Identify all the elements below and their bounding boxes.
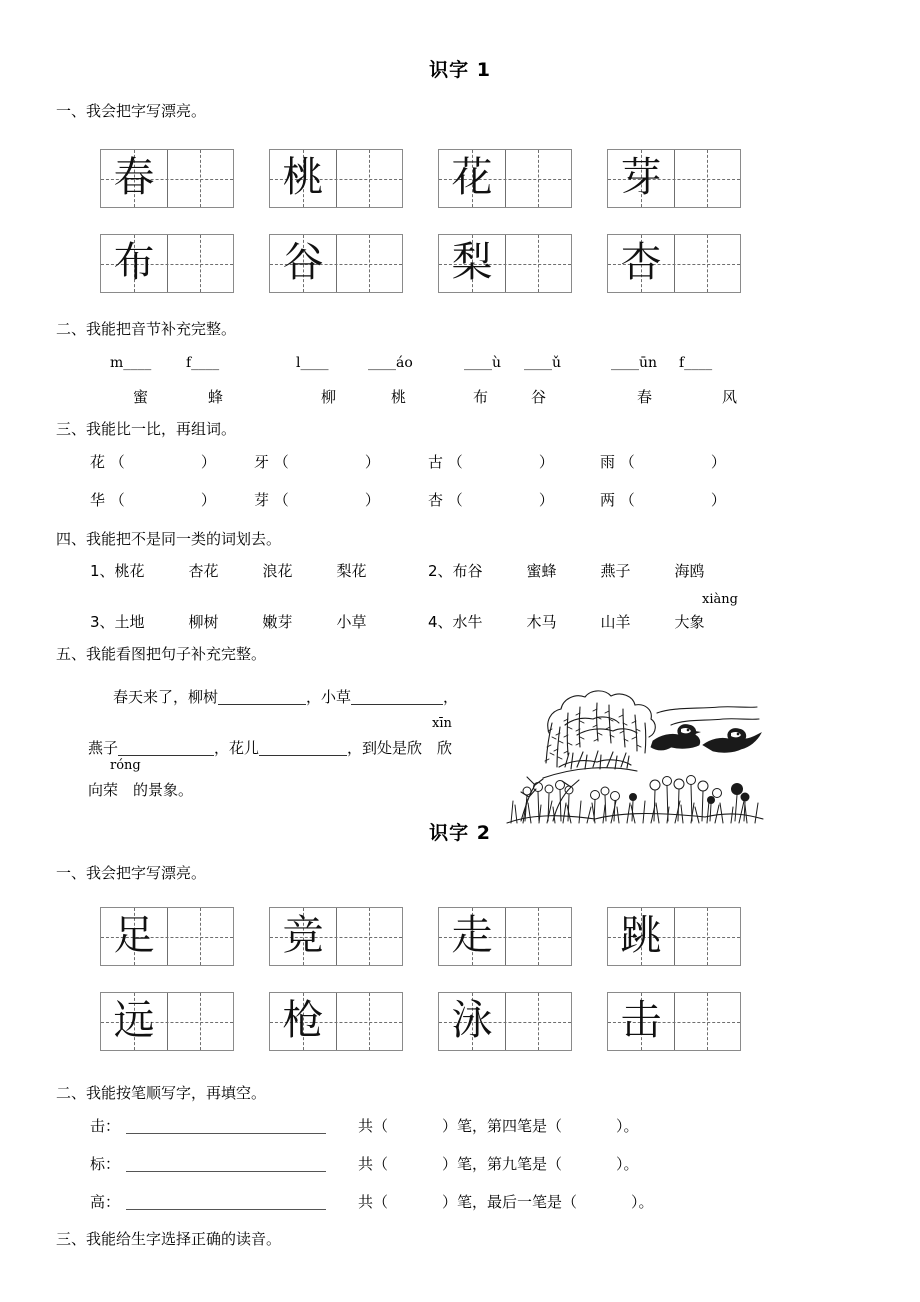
compare-character: 牙 [254,453,270,471]
stroke-count-label: 共（ [358,1155,389,1173]
word-option[interactable]: 海鸥 [674,562,705,580]
sentence-text: 向荣 的景象。 [88,781,194,799]
writing-cell[interactable] [100,234,234,293]
stroke-question-label: ）笔，最后一笔是（ [442,1193,578,1211]
model-character: 远 [113,996,155,1044]
model-character: 走 [451,911,493,959]
section1-exercise5-heading: 五、我能看图把句子补充完整。 [56,645,267,663]
writing-cell[interactable] [438,234,572,293]
bracket-close: ） [710,453,726,471]
pinyin-blank[interactable]: ____ù [464,355,502,371]
compare-item[interactable] [254,451,380,472]
model-character: 枪 [282,996,324,1044]
sentence-text: ，花儿 [214,739,260,757]
sentence-text: ，小草 [306,688,352,706]
compare-item[interactable] [600,489,726,510]
bracket-close: ） [538,491,554,509]
sentence-text: 燕子 [88,739,119,757]
section-title-1: 识字 1 [429,59,491,81]
stroke-order-character: 标： [90,1155,121,1173]
group-number: 4、 [428,613,453,631]
pinyin-target-character: 蜂 [208,388,224,406]
compare-item[interactable] [428,489,554,510]
word-option[interactable]: 大象 [674,613,705,631]
bracket-open: （ [447,491,463,509]
stroke-order-character: 击： [90,1117,121,1135]
writing-cell[interactable] [269,907,403,966]
word-option[interactable]: 山羊 [600,613,631,631]
cell-divider [505,908,506,965]
stroke-order-row[interactable] [90,1191,654,1212]
word-option[interactable]: 蜜蜂 [526,562,557,580]
model-character: 谷 [282,238,324,286]
section1-exercise4-heading: 四、我能把不是同一类的词划去。 [56,530,282,548]
answer-blank[interactable] [351,689,443,705]
stroke-question-label: ）笔，第九笔是（ [442,1155,563,1173]
stroke-count-label: 共（ [358,1193,389,1211]
fill-sentence-line-3 [88,779,193,800]
pinyin-blank[interactable]: f____ [679,355,713,371]
model-character: 芽 [620,153,662,201]
pinyin-target-character: 柳 [321,388,337,406]
compare-character: 古 [428,453,444,471]
writing-cell[interactable] [607,907,741,966]
bracket-close: ） [710,491,726,509]
pinyin-annotation-rong: róng [110,758,141,773]
sentence-text: 春天来了，柳树 [113,688,219,706]
model-character: 春 [113,153,155,201]
cell-divider [505,235,506,292]
word-option[interactable]: 木马 [526,613,557,631]
answer-blank[interactable] [118,740,214,756]
bracket-open: （ [619,453,635,471]
word-option[interactable]: 梨花 [336,562,367,580]
stroke-order-row[interactable] [90,1115,639,1136]
writing-cell[interactable] [438,149,572,208]
writing-cell[interactable] [269,234,403,293]
word-option[interactable]: 布谷 [452,562,483,580]
model-character: 跳 [620,911,662,959]
cell-divider [167,235,168,292]
cell-divider [336,908,337,965]
stroke-order-blank[interactable] [126,1194,326,1210]
pinyin-target-character: 布 [473,388,489,406]
word-option[interactable]: 燕子 [600,562,631,580]
compare-item[interactable] [428,451,554,472]
cell-divider [674,908,675,965]
pinyin-blank[interactable]: l____ [296,355,329,371]
group-number: 1、 [90,562,115,580]
odd-one-out-group[interactable] [90,560,411,581]
cell-divider [674,993,675,1050]
bracket-close: ） [538,453,554,471]
cell-divider [674,150,675,207]
word-option[interactable]: 土地 [114,613,145,631]
group-number: 3、 [90,613,115,631]
compare-character: 花 [90,453,106,471]
compare-character: 两 [600,491,616,509]
stroke-order-blank[interactable] [126,1118,326,1134]
word-option[interactable]: 柳树 [188,613,219,631]
stroke-row-end: ）。 [631,1193,654,1211]
word-option[interactable]: 杏花 [188,562,219,580]
bracket-close: ） [364,453,380,471]
writing-cell[interactable] [269,992,403,1051]
cell-divider [336,235,337,292]
sentence-text: ， [443,688,459,706]
pinyin-annotation-xiang: xiàng [702,592,738,607]
swallow-right [703,729,761,753]
pinyin-target-character: 春 [637,388,653,406]
section-title-2: 识字 2 [429,822,491,844]
compare-character: 芽 [254,491,270,509]
fill-sentence-line-2[interactable] [88,737,452,758]
cell-divider [505,150,506,207]
bracket-open: （ [273,491,289,509]
group-number: 2、 [428,562,453,580]
pinyin-target-character: 谷 [531,388,547,406]
stroke-question-label: ）笔，第四笔是（ [442,1117,563,1135]
model-character: 杏 [620,238,662,286]
word-option[interactable]: 桃花 [114,562,145,580]
model-character: 击 [620,996,662,1044]
section2-exercise3-heading: 三、我能给生字选择正确的读音。 [56,1230,282,1248]
fill-sentence-line-1[interactable] [113,686,458,707]
pinyin-blank[interactable]: m____ [110,355,152,371]
writing-cell[interactable] [438,907,572,966]
section2-exercise2-heading: 二、我能按笔顺写字，再填空。 [56,1084,267,1102]
stroke-row-end: ）。 [616,1117,639,1135]
odd-one-out-group[interactable] [428,611,749,632]
word-option[interactable]: 浪花 [262,562,293,580]
stroke-row-end: ）。 [616,1155,639,1173]
writing-cell[interactable] [607,234,741,293]
sentence-text: ，到处是欣 欣 [347,739,453,757]
pinyin-blank[interactable]: ____ǔ [524,355,562,371]
answer-blank[interactable] [259,740,347,756]
writing-cell[interactable] [100,992,234,1051]
model-character: 花 [451,153,493,201]
cell-divider [167,908,168,965]
cell-divider [505,993,506,1050]
writing-cell[interactable] [100,907,234,966]
answer-blank[interactable] [218,689,306,705]
pinyin-blank[interactable]: f____ [186,355,220,371]
bracket-open: （ [447,453,463,471]
pinyin-target-character: 蜜 [133,388,149,406]
stroke-order-blank[interactable] [126,1156,326,1172]
bracket-open: （ [273,453,289,471]
writing-cell[interactable] [607,149,741,208]
cell-divider [167,150,168,207]
word-option[interactable]: 小草 [336,613,367,631]
model-character: 布 [113,238,155,286]
bracket-close: ） [200,453,216,471]
bracket-open: （ [109,453,125,471]
writing-cell[interactable] [438,992,572,1051]
cell-divider [336,150,337,207]
stroke-count-label: 共（ [358,1117,389,1135]
word-option[interactable]: 水牛 [452,613,483,631]
stroke-order-row[interactable] [90,1153,639,1174]
pinyin-target-character: 风 [722,388,738,406]
model-character: 足 [113,911,155,959]
section1-exercise1-heading: 一、我会把字写漂亮。 [56,102,207,120]
compare-item[interactable] [600,451,726,472]
bracket-close: ） [364,491,380,509]
bracket-open: （ [109,491,125,509]
section2-exercise1-heading: 一、我会把字写漂亮。 [56,864,207,882]
compare-character: 华 [90,491,106,509]
odd-one-out-group[interactable] [428,560,749,581]
section1-exercise2-heading: 二、我能把音节补充完整。 [56,320,237,338]
spring-scene-illustration [505,663,767,827]
compare-character: 杏 [428,491,444,509]
writing-cell[interactable] [100,149,234,208]
model-character: 梨 [451,238,493,286]
model-character: 泳 [451,996,493,1044]
compare-item[interactable] [254,489,380,510]
stroke-order-character: 高： [90,1193,121,1211]
odd-one-out-group[interactable] [90,611,411,632]
writing-cell[interactable] [269,149,403,208]
model-character: 竞 [282,911,324,959]
pinyin-blank[interactable]: ____áo [368,355,413,371]
cell-divider [674,235,675,292]
pinyin-blank[interactable]: ____ūn [611,355,658,371]
bracket-close: ） [200,491,216,509]
cell-divider [336,993,337,1050]
writing-cell[interactable] [607,992,741,1051]
compare-item[interactable] [90,489,216,510]
compare-character: 雨 [600,453,616,471]
compare-item[interactable] [90,451,216,472]
section1-exercise3-heading: 三、我能比一比，再组词。 [56,420,237,438]
model-character: 桃 [282,153,324,201]
pinyin-target-character: 桃 [391,388,407,406]
word-option[interactable]: 嫩芽 [262,613,293,631]
swallow-left [651,725,701,750]
pinyin-annotation-xin: xīn [432,716,452,731]
bracket-open: （ [619,491,635,509]
cell-divider [167,993,168,1050]
